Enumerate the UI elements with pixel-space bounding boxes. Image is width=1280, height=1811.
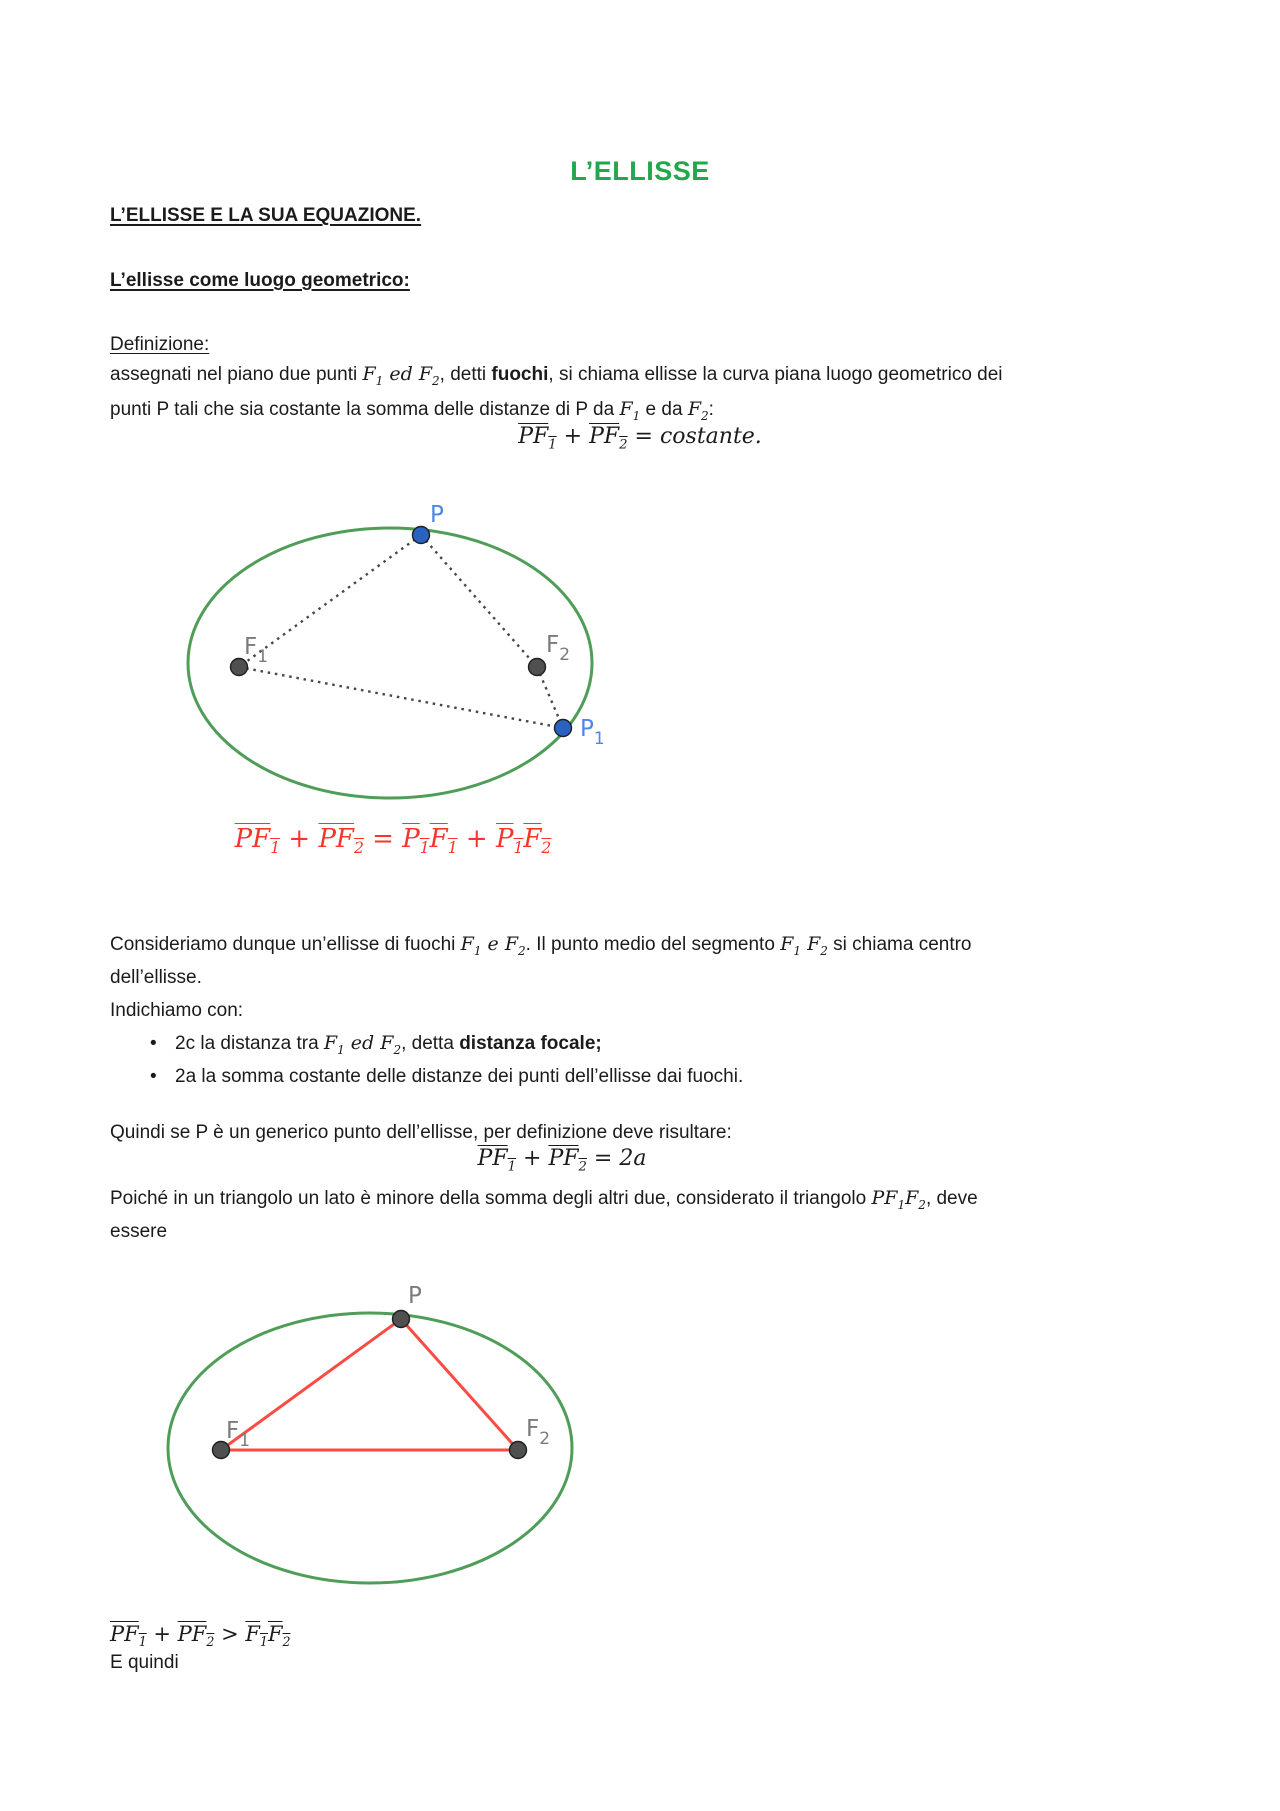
list-item-somma-costante: • 2a la somma costante delle distanze dei punti dell’ellisse dai fuochi. bbox=[110, 1060, 972, 1093]
ellipse-figure-2 bbox=[148, 1276, 618, 1606]
ellipse-figure-1 bbox=[158, 492, 628, 822]
paragraph-e-quindi: E quindi bbox=[110, 1652, 179, 1673]
point-f1-fig2 bbox=[213, 1442, 230, 1459]
point-label-p1: $P_1$ bbox=[580, 716, 605, 749]
term-fuochi: fuochi bbox=[491, 364, 549, 385]
paragraph-quindi: Quindi se P è un generico punto dell’ellisse, per definizione deve risultare: bbox=[110, 1122, 732, 1143]
paragraph-triangle bbox=[110, 1182, 978, 1248]
dotted-segment-f2-p1 bbox=[537, 667, 563, 728]
point-p-fig2 bbox=[393, 1311, 410, 1328]
definition-label: Definizione: bbox=[110, 334, 210, 355]
subsection-heading: L’ellisse come luogo geometrico: bbox=[110, 270, 410, 291]
point-label-f1-fig2: $F_1$ bbox=[226, 1418, 251, 1451]
term-distanza-focale: distanza focale; bbox=[459, 1033, 602, 1054]
point-label-p-fig2: P bbox=[408, 1283, 422, 1309]
point-p bbox=[413, 527, 430, 544]
dotted-segment-p-f2 bbox=[421, 535, 537, 667]
point-p1 bbox=[555, 720, 572, 737]
inline-math-f1-ed-f2: $F_1$ ed $F_2$ bbox=[362, 363, 440, 388]
point-label-f2: $F_2$ bbox=[546, 632, 571, 665]
formula-sum-2a: $PF_1 + PF_2 = 2a$ bbox=[477, 1146, 647, 1175]
inline-math-f1-e-f2: $F_1$ e $F_2$ bbox=[460, 933, 526, 958]
paragraph-triangle-line1: Poiché in un triangolo un lato è minore della somma degli altri due, considerato il triangolo $PF_1F_2$, deve bbox=[110, 1187, 978, 1212]
point-f1 bbox=[231, 659, 248, 676]
inline-math-pf1f2: $PF_1F_2$ bbox=[871, 1187, 926, 1212]
formula-inequality: $PF_1 + PF_2 > F_1F_2$ bbox=[110, 1622, 291, 1650]
paragraph-consider bbox=[110, 928, 972, 1093]
section-heading: L’ELLISSE E LA SUA EQUAZIONE. bbox=[110, 205, 422, 226]
paragraph-consider-line3: Indichiamo con: bbox=[110, 1000, 244, 1021]
point-f2-fig2 bbox=[510, 1442, 527, 1459]
formula-sum-constant: $PF_1 + PF_2$ = costante. bbox=[518, 424, 762, 453]
paragraph-consider-line2: dell’ellisse. bbox=[110, 967, 202, 988]
inline-math-f1-f2: $F_1$ $F_2$ bbox=[780, 933, 828, 958]
point-label-f1: $F_1$ bbox=[244, 634, 269, 667]
dotted-segment-f1-p1 bbox=[239, 667, 563, 728]
paragraph-consider-line1: Consideriamo dunque un’ellisse di fuochi $F_1$ e $F_2$. Il punto medio del segmento $F_1$ $F_2$ si chiama centro bbox=[110, 933, 972, 958]
list-item-distanza-focale: • 2c la distanza tra $F_1$ ed $F_2$, detta distanza focale; bbox=[110, 1027, 972, 1060]
triangle-side-p-f2 bbox=[401, 1319, 518, 1450]
paragraph-definition bbox=[110, 357, 1003, 427]
inline-math-f2: $F_2$ bbox=[687, 398, 709, 423]
paragraph-definition-line1: assegnati nel piano due punti $F_1$ ed $F_2$, detti fuochi, si chiama ellisse la curva piana luogo geometrico dei bbox=[110, 363, 1003, 388]
formula-equal-sums: $PF_1 + PF_2 = P_1F_1 + P_1F_2$ bbox=[234, 824, 552, 858]
point-label-p: P bbox=[430, 502, 444, 528]
inline-math-f1-ed-f2-b: $F_1$ ed $F_2$ bbox=[323, 1032, 402, 1057]
paragraph-triangle-line2: essere bbox=[110, 1221, 168, 1242]
paragraph-definition-line2: punti P tali che sia costante la somma delle distanze di P da $F_1$ e da $F_2$: bbox=[110, 398, 714, 423]
inline-math-f1: $F_1$ bbox=[619, 398, 641, 423]
point-label-f2-fig2: $F_2$ bbox=[526, 1416, 551, 1449]
page-title: L’ELLISSE bbox=[570, 156, 710, 186]
point-f2 bbox=[529, 659, 546, 676]
